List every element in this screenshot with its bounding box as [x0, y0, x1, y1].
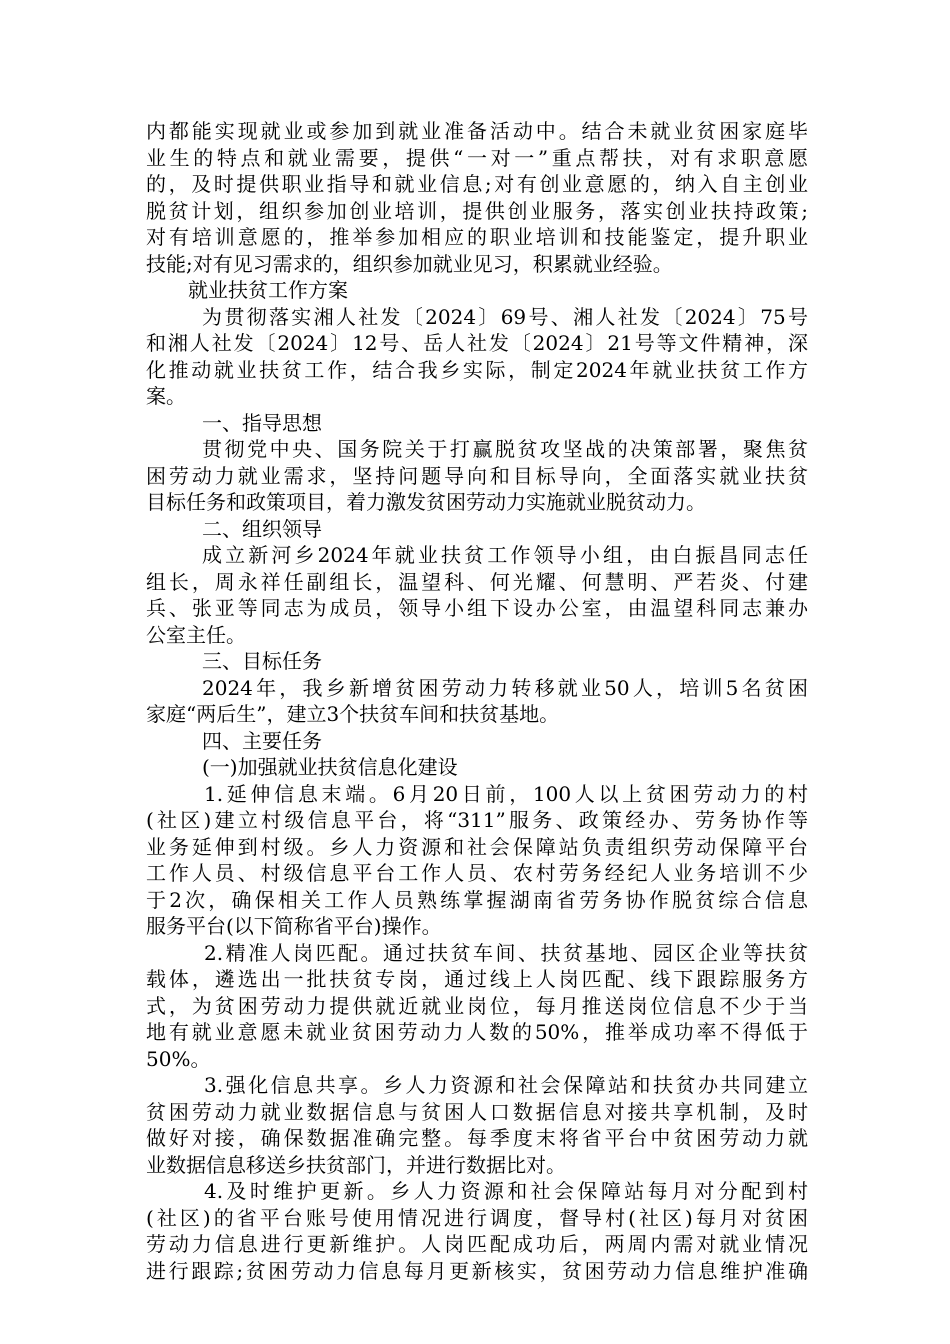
text-line: 为贯彻落实湘人社发〔2024〕69号、湘人社发〔2024〕75号: [202, 304, 808, 329]
text-line: (一)加强就业扶贫信息化建设: [202, 755, 458, 779]
text-line: 技能;对有见习需求的，组织参加就业见习，积累就业经验。: [146, 251, 673, 276]
text-line: 公室主任。: [146, 622, 246, 647]
text-line: 困劳动力就业需求，坚持问题导向和目标导向，全面落实就业扶贫: [146, 463, 808, 488]
text-line: 服务平台(以下简称省平台)操作。: [146, 914, 442, 938]
text-line: 内都能实现就业或参加到就业准备活动中。结合未就业贫困家庭毕: [146, 119, 808, 143]
text-line: 4.及时维护更新。乡人力资源和社会保障站每月对分配到村: [204, 1179, 808, 1203]
text-line: 目标任务和政策项目，着力激发贫困劳动力实施就业脱贫动力。: [146, 490, 706, 514]
text-line: 家庭“两后生”，建立3个扶贫车间和扶贫基地。: [146, 702, 560, 726]
text-line: 贯彻党中央、国务院关于打赢脱贫攻坚战的决策部署，聚焦贫: [202, 437, 808, 461]
document-page: [146, 118, 808, 1284]
text-line: 成立新河乡2024年就业扶贫工作领导小组，由白振昌同志任: [202, 543, 808, 567]
text-line: 和湘人社发〔2024〕12号、岳人社发〔2024〕21号等文件精神，深: [146, 331, 808, 355]
text-line: 做好对接，确保数据准确完整。每季度末将省平台中贫困劳动力就: [146, 1126, 808, 1150]
text-line: 业务延伸到村级。乡人力资源和社会保障站负责组织劳动保障平台: [146, 834, 808, 859]
text-line: 2024年，我乡新增贫困劳动力转移就业50人，培训5名贫困: [202, 675, 808, 700]
text-line: 就业扶贫工作方案: [188, 278, 348, 302]
text-line: 一、指导思想: [202, 410, 322, 435]
text-line: (社区)的省平台账号使用情况进行调度，督导村(社区)每月对贫困: [146, 1205, 808, 1230]
text-line: 化推动就业扶贫工作，结合我乡实际，制定2024年就业扶贫工作方: [146, 357, 808, 382]
text-line: 脱贫计划，组织参加创业培训，提供创业服务，落实创业扶持政策;: [146, 198, 808, 223]
text-line: 贫困劳动力就业数据信息与贫困人口数据信息对接共享机制，及时: [146, 1099, 808, 1124]
text-line: 业数据信息移送乡扶贫部门，并进行数据比对。: [146, 1152, 566, 1177]
text-line: 进行跟踪;贫困劳动力信息每月更新核实，贫困劳动力信息维护准确: [146, 1258, 808, 1283]
text-line: 载体，遴选出一批扶贫专岗，通过线上人岗匹配、线下跟踪服务方: [146, 967, 808, 991]
text-line: 四、主要任务: [202, 728, 322, 753]
text-line: 业生的特点和就业需要，提供“一对一”重点帮扶，对有求职意愿: [146, 145, 808, 170]
text-line: 1.延伸信息末端。6月20日前，100人以上贫困劳动力的村: [204, 781, 808, 806]
text-line: 式，为贫困劳动力提供就近就业岗位，每月推送岗位信息不少于当: [146, 993, 808, 1018]
text-line: 劳动力信息进行更新维护。人岗匹配成功后，两周内需对就业情况: [146, 1232, 808, 1256]
text-line: 对有培训意愿的，推举参加相应的职业培训和技能鉴定，提升职业: [146, 225, 808, 249]
text-line: 的，及时提供职业指导和就业信息;对有创业意愿的，纳入自主创业: [146, 172, 808, 196]
text-line: 地有就业意愿未就业贫困劳动力人数的50%，推举成功率不得低于: [146, 1020, 808, 1044]
text-line: 组长，周永祥任副组长，温望科、何光耀、何慧明、严若炎、付建: [146, 569, 808, 594]
text-line: 兵、张亚等同志为成员，领导小组下设办公室，由温望科同志兼办: [146, 596, 808, 620]
text-line: 二、组织领导: [202, 516, 322, 541]
text-line: 3.强化信息共享。乡人力资源和社会保障站和扶贫办共同建立: [204, 1073, 808, 1097]
text-line: 三、目标任务: [202, 649, 322, 673]
text-line: 案。: [146, 384, 186, 408]
text-line: 工作人员、村级信息平台工作人员、农村劳务经纪人业务培训不少: [146, 861, 808, 885]
text-line: (社区)建立村级信息平台，将“311”服务、政策经办、劳务协作等: [146, 808, 808, 832]
text-line: 50%。: [146, 1046, 211, 1071]
text-line: 于2次，确保相关工作人员熟练掌握湖南省劳务协作脱贫综合信息: [146, 887, 808, 912]
text-line: 2.精准人岗匹配。通过扶贫车间、扶贫基地、园区企业等扶贫: [204, 940, 808, 965]
